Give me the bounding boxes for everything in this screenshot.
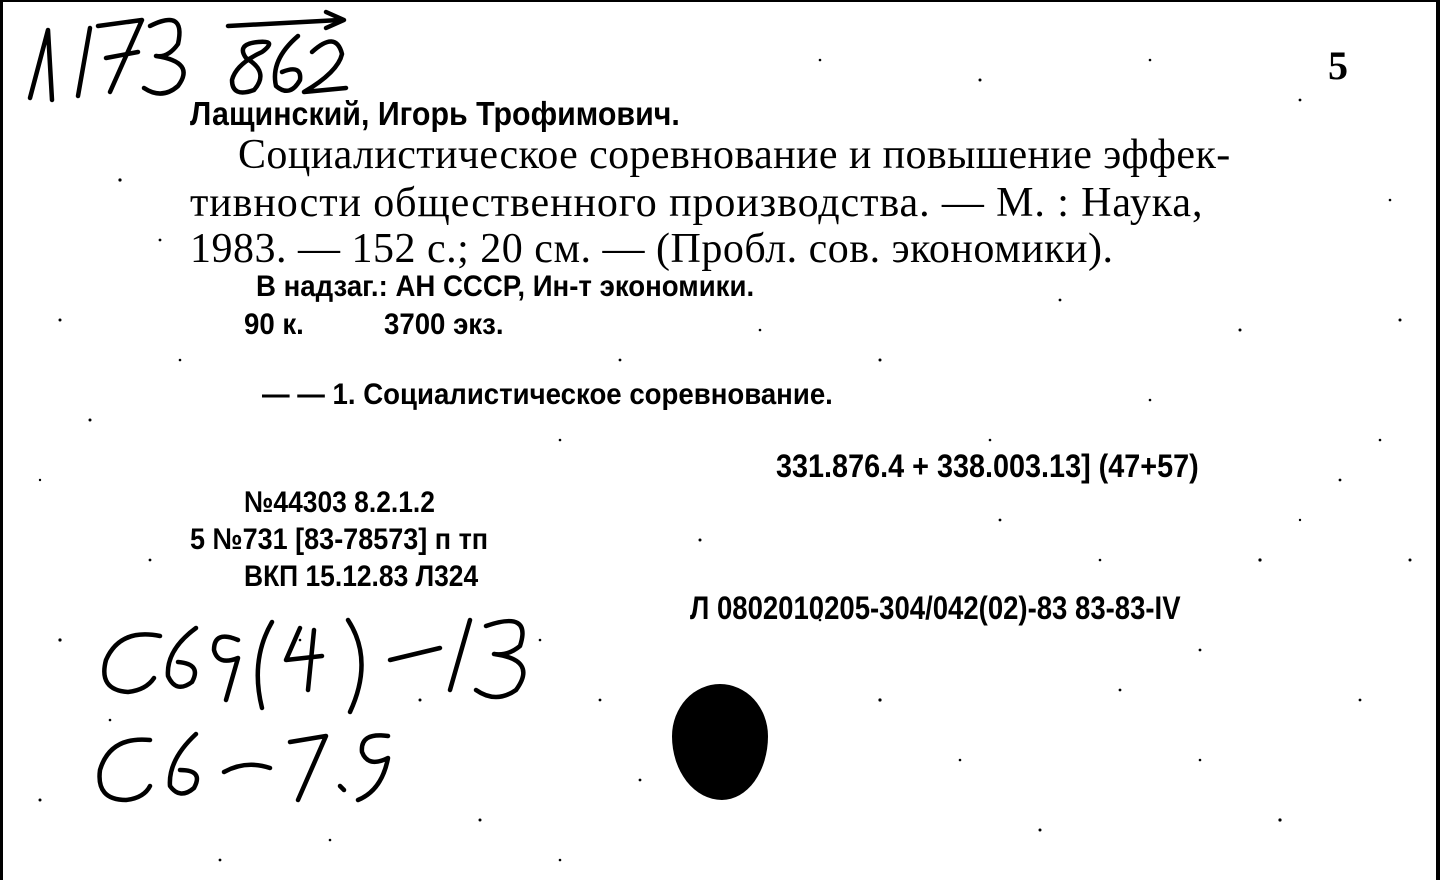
number-line: №44303 8.2.1.2 — [244, 486, 435, 519]
classification-index: 331.876.4 + 338.003.13] (47+57) — [776, 448, 1199, 484]
order-line: 5 №731 [83-78573] п тп — [190, 523, 489, 556]
title-line-1: Социалистическое соревнование и повышение эффек- — [238, 132, 1231, 178]
price: 90 к. — [244, 308, 304, 341]
note-header: В надзаг.: АН СССР, Ин-т экономики. — [256, 270, 755, 303]
copies: 3700 экз. — [384, 308, 504, 341]
author-heading: Лащинский, Игорь Трофимович. — [190, 95, 680, 132]
code-line: Л 0802010205-304/042(02)-83 83-83-IV — [690, 590, 1181, 626]
title-line-3: 1983. — 152 с.; 20 см. — (Пробл. сов. экономики). — [190, 226, 1114, 272]
title-line-2: тивности общественного производства. — М. : Наука, — [190, 180, 1204, 226]
subject-heading: — — 1. Социалистическое соревнование. — [262, 378, 833, 411]
card-number: 5 — [1328, 43, 1348, 88]
bkp-line: ВКП 15.12.83 Л324 — [244, 560, 479, 593]
